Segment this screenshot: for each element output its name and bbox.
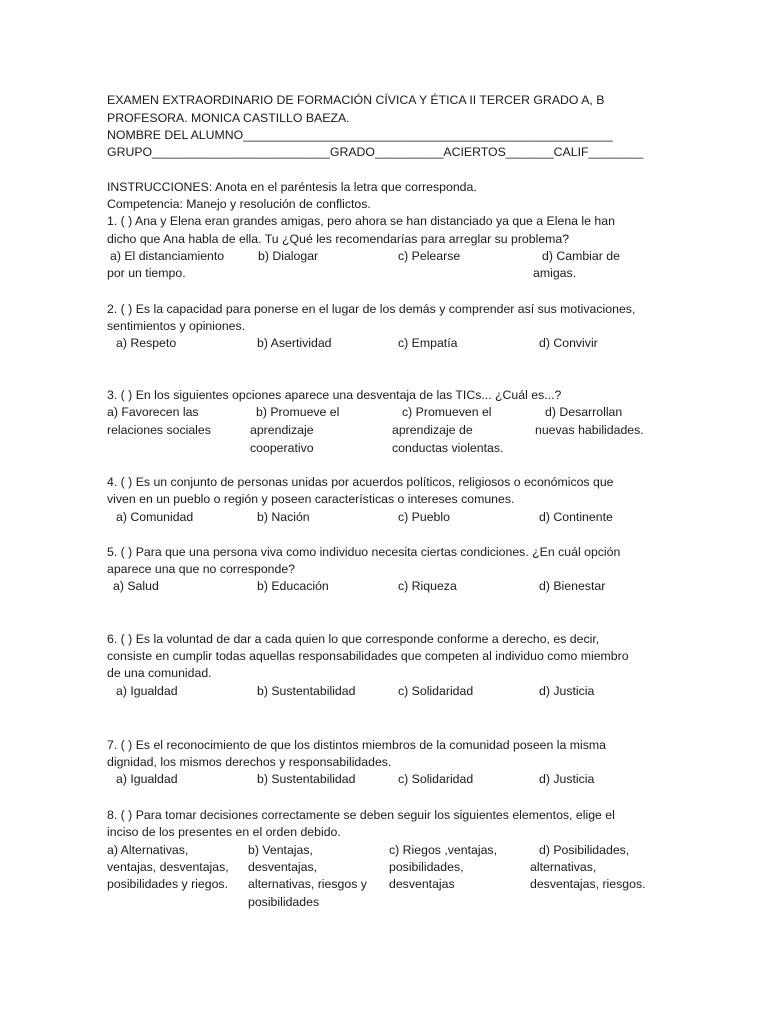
option-a: a) Comunidad <box>116 510 194 524</box>
option-c-continued: posibilidades, <box>389 860 464 874</box>
option-b-continued: posibilidades <box>248 895 320 909</box>
option-c-continued: desventajas <box>389 877 455 891</box>
option-d: d) Desarrollan <box>545 405 623 419</box>
option-c: c) Solidaridad <box>398 684 474 698</box>
question-text-line: 6. ( ) Es la voluntad de dar a cada quien lo que corresponde conforme a derecho, es decir, <box>107 632 600 646</box>
option-d: d) Continente <box>539 510 613 524</box>
option-b-continued: cooperativo <box>250 441 314 455</box>
option-b: b) Sustentabilidad <box>257 772 356 786</box>
competence-text: Competencia: Manejo y resolución de conflictos. <box>107 197 371 211</box>
question-text-line: dignidad, los mismos derechos y responsabilidades. <box>107 755 392 769</box>
option-d: d) Convivir <box>539 336 598 350</box>
option-b-continued: aprendizaje <box>250 423 314 437</box>
option-a-continued: relaciones sociales <box>107 423 211 437</box>
option-d-continued: alternativas, <box>530 860 597 874</box>
option-c: c) Riqueza <box>398 579 457 593</box>
teacher-name: PROFESORA. MONICA CASTILLO BAEZA. <box>107 111 350 125</box>
instructions-text: INSTRUCCIONES: Anota en el paréntesis la letra que corresponda. <box>107 180 477 194</box>
option-a: a) Salud <box>113 579 159 593</box>
option-a: a) Respeto <box>116 336 177 350</box>
question-text-line: 1. ( ) Ana y Elena eran grandes amigas, pero ahora se han distanciado ya que a Elena le han <box>107 214 615 228</box>
question-text-line: de una comunidad. <box>107 666 212 680</box>
option-a: a) Favorecen las <box>107 405 199 419</box>
option-d: d) Justicia <box>539 772 595 786</box>
option-b: b) Asertividad <box>257 336 332 350</box>
option-d: d) Cambiar de <box>542 249 620 263</box>
question-text-line: inciso de los presentes en el orden debido. <box>107 825 341 839</box>
option-c-continued: conductas violentas. <box>392 441 504 455</box>
question-text-line: viven en un pueblo o región y poseen características o intereses comunes. <box>107 492 515 506</box>
option-d-continued: desventajas, riesgos. <box>530 877 646 891</box>
question-text-line: consiste en cumplir todas aquellas responsabilidades que competen al individuo como miembro <box>107 649 629 663</box>
exam-title: EXAMEN EXTRAORDINARIO DE FORMACIÓN CÍVICA Y ÉTICA II TERCER GRADO A, B <box>107 93 605 107</box>
option-b: b) Ventajas, <box>248 843 313 857</box>
question-text-line: dicho que Ana habla de ella. Tu ¿Qué les recomendarías para arreglar su problema? <box>107 232 570 246</box>
option-a: a) Alternativas, <box>107 843 189 857</box>
option-b: b) Educación <box>257 579 329 593</box>
option-b-continued: desventajas, <box>248 860 318 874</box>
option-b-continued: alternativas, riesgos y <box>248 877 367 891</box>
question-text-line: 2. ( ) Es la capacidad para ponerse en el lugar de los demás y comprender así sus motivaciones, <box>107 302 636 316</box>
option-c: c) Pelearse <box>398 249 461 263</box>
question-text-line: 8. ( ) Para tomar decisiones correctamente se deben seguir los siguientes elementos, elige el <box>107 808 615 822</box>
option-d-continued: nuevas habilidades. <box>535 423 644 437</box>
option-a: a) Igualdad <box>116 684 178 698</box>
group-grade-score-line: GRUPO__________________________GRADO__________ACIERTOS_______CALIF________ <box>107 145 644 159</box>
option-a: a) Igualdad <box>116 772 178 786</box>
option-b: b) Nación <box>257 510 310 524</box>
question-text-line: 3. ( ) En los siguientes opciones aparece una desventaja de las TICs... ¿Cuál es...? <box>107 388 562 402</box>
option-a-continued: posibilidades y riegos. <box>107 877 228 891</box>
question-text-line: 4. ( ) Es un conjunto de personas unidas por acuerdos políticos, religiosos o económicos que <box>107 475 614 489</box>
option-d: d) Posibilidades, <box>539 843 630 857</box>
question-text-line: aparece una que no corresponde? <box>107 562 296 576</box>
question-text-line: 5. ( ) Para que una persona viva como individuo necesita ciertas condiciones. ¿En cuál opción <box>107 545 621 559</box>
option-c: c) Riegos ,ventajas, <box>389 843 497 857</box>
option-b: b) Sustentabilidad <box>257 684 356 698</box>
option-b: b) Dialogar <box>258 249 319 263</box>
option-c-continued: aprendizaje de <box>392 423 473 437</box>
option-a-continued: por un tiempo. <box>107 266 186 280</box>
option-a-continued: ventajas, desventajas, <box>107 860 229 874</box>
option-c: c) Solidaridad <box>398 772 474 786</box>
option-d: d) Bienestar <box>539 579 606 593</box>
option-c: c) Empatía <box>398 336 458 350</box>
option-c: c) Promueven el <box>402 405 492 419</box>
option-b: b) Promueve el <box>256 405 340 419</box>
option-d-continued: amigas. <box>533 266 577 280</box>
option-d: d) Justicia <box>539 684 595 698</box>
option-a: a) El distanciamiento <box>110 249 225 263</box>
student-name-line: NOMBRE DEL ALUMNO______________________________________________________ <box>107 128 613 142</box>
question-text-line: sentimientos y opiniones. <box>107 319 246 333</box>
question-text-line: 7. ( ) Es el reconocimiento de que los distintos miembros de la comunidad poseen la misma <box>107 738 606 752</box>
option-c: c) Pueblo <box>398 510 450 524</box>
